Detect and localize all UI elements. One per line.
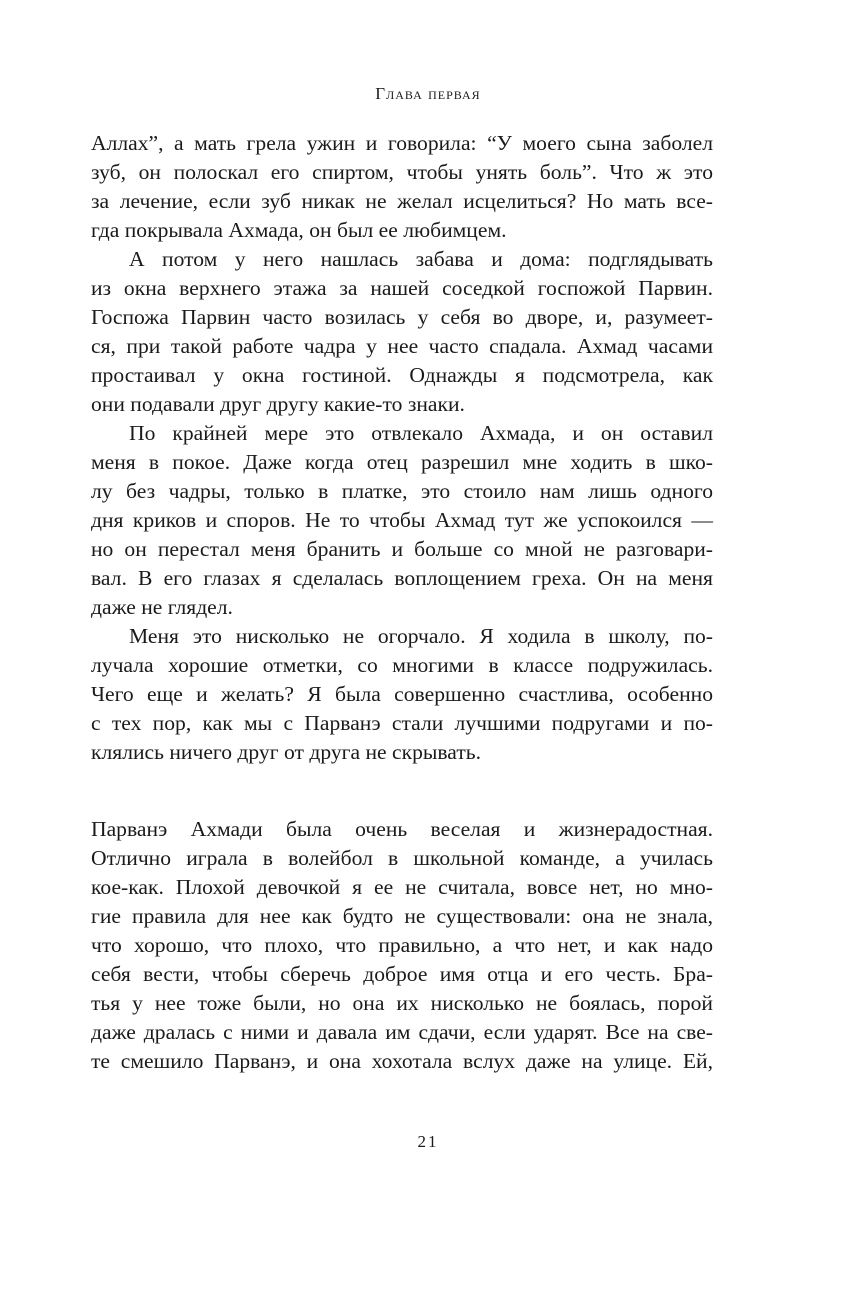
text-line: себя вести, чтобы сберечь доброе имя отца и его честь. Бра-	[91, 962, 713, 986]
text-line: что хорошо, что плохо, что правильно, а что нет, и как надо	[91, 933, 713, 957]
text-line: Чего еще и желать? Я была совершенно счастлива, особенно	[91, 682, 713, 706]
text-line: те смешило Парванэ, и она хохотала вслух даже на улице. Ей,	[91, 1049, 713, 1073]
text-line: вал. В его глазах я сделалась воплощением греха. Он на меня	[91, 566, 713, 590]
text-line: клялись ничего друг от друга не скрывать.	[91, 740, 482, 764]
text-line: но он перестал меня бранить и больше со мной не разговари-	[91, 537, 713, 561]
text-block-1	[91, 129, 713, 767]
text-line: Аллах”, а мать грела ужин и говорила: “У моего сына заболел	[91, 131, 713, 155]
text-line: зуб, он полоскал его спиртом, чтобы унять боль”. Что ж это	[91, 160, 713, 184]
text-line: даже дралась с ними и давала им сдачи, если ударят. Все на све-	[91, 1020, 713, 1044]
text-line: даже не глядел.	[91, 595, 233, 619]
text-line: лу без чадры, только в платке, это стоило нам лишь одного	[91, 479, 713, 503]
text-line: Парванэ Ахмади была очень веселая и жизнерадостная.	[91, 817, 713, 841]
text-line: гие правила для нее как будто не существовали: она не знала,	[91, 904, 713, 928]
text-line: Отлично играла в волейбол в школьной команде, а училась	[91, 846, 713, 870]
text-line: ся, при такой работе чадра у нее часто спадала. Ахмад часами	[91, 334, 713, 358]
text-line: тья у нее тоже были, но она их нисколько не боялась, порой	[91, 991, 713, 1015]
text-line: простаивал у окна гостиной. Однажды я подсмотрела, как	[91, 363, 713, 387]
text-line: из окна верхнего этажа за нашей соседкой госпожой Парвин.	[91, 276, 713, 300]
text-line: Госпожа Парвин часто возилась у себя во дворе, и, разумеет-	[91, 305, 713, 329]
text-line: По крайней мере это отвлекало Ахмада, и он оставил	[129, 421, 713, 445]
running-head: Глава первая	[375, 84, 481, 103]
text-block-2	[91, 815, 713, 1076]
text-line: А потом у него нашлась забава и дома: подглядывать	[129, 247, 713, 271]
text-line: меня в покое. Даже когда отец разрешил мне ходить в шко-	[91, 450, 713, 474]
text-line: дня криков и споров. Не то чтобы Ахмад тут же успокоился —	[91, 508, 713, 532]
text-line: гда покрывала Ахмада, он был ее любимцем.	[91, 218, 507, 242]
text-line: лучала хорошие отметки, со многими в классе подружилась.	[91, 653, 713, 677]
text-line: кое-как. Плохой девочкой я ее не считала, вовсе нет, но мно-	[91, 875, 713, 899]
text-line: за лечение, если зуб никак не желал исцелиться? Но мать все-	[91, 189, 713, 213]
text-line: они подавали друг другу какие-то знаки.	[91, 392, 465, 416]
text-line: с тех пор, как мы с Парванэ стали лучшими подругами и по-	[91, 711, 713, 735]
page-number: 21	[417, 1132, 439, 1151]
text-line: Меня это нисколько не огорчало. Я ходила в школу, по-	[129, 624, 713, 648]
